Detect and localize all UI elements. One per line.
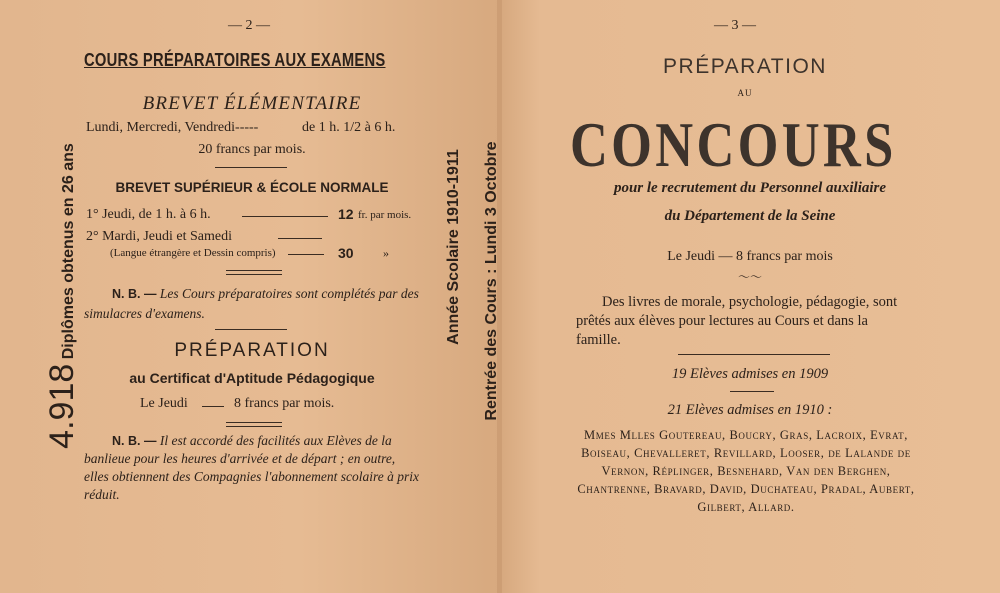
au-label: AU — [737, 88, 753, 98]
nb-simulacres — [84, 284, 420, 324]
admitted-1909: 19 Elèves admises en 1909 — [671, 366, 829, 382]
brevet-superieur-line2-price: 30 — [338, 245, 354, 261]
brevet-superieur-title: BREVET SUPÉRIEUR & ÉCOLE NORMALE — [115, 180, 389, 195]
cours-title: COURS PRÉPARATOIRES AUX EXAMENS — [84, 50, 386, 70]
right-page-number: — 3 — — [714, 18, 756, 33]
concours-subtitle-1: pour le recrutement du Personnel auxiliaire — [613, 180, 887, 196]
divider — [730, 391, 774, 392]
brevet-elementaire-title: BREVET ÉLÉMENTAIRE — [142, 93, 362, 114]
nb-banlieue — [84, 432, 420, 504]
brevet-superieur-line1: 1° Jeudi, de 1 h. à 6 h. — [86, 207, 211, 222]
diplomes-count: 4.918 — [43, 363, 81, 449]
concours-schedule: Le Jeudi — 8 francs par mois — [667, 249, 833, 264]
divider — [226, 422, 282, 427]
admitted-names: Mmes Mlles Goutereau, Boucry, Gras, Lacroix, Evrat, Boiseau, Chevalleret, Revillard, Looser, de Lalande de Vernon, Réplinger, Besnehard, Van den Berghen, Chantrenne, Bravard, David, Duchateau, Pradal, Aubert, Gilbert, Allard. — [577, 428, 915, 514]
brevet-elementaire-price: 20 francs par mois. — [198, 142, 306, 157]
preparation-title: PRÉPARATION — [663, 55, 827, 78]
leader-line — [288, 254, 324, 255]
brevet-superieur-note: (Langue étrangère et Dessin compris) — [110, 247, 276, 259]
nb-label: N. B. — — [112, 287, 157, 301]
books-paragraph: Des livres de morale, psychologie, pédagogie, sont prêtés aux élèves pour lectures au Cours et dans la famille. — [576, 294, 898, 348]
preparation-cap-price: 8 francs par mois. — [234, 396, 335, 411]
diplomes-text: Diplômes obtenus en 26 ans — [60, 143, 77, 360]
concours-title: CONCOURS — [570, 109, 897, 180]
left-page-number: — 2 — — [228, 18, 270, 33]
brevet-superieur-line2: 2° Mardi, Jeudi et Samedi — [86, 229, 232, 244]
divider — [226, 270, 282, 275]
rentree-des-cours: Rentrée des Cours : Lundi 3 Octobre — [483, 141, 500, 421]
brevet-superieur-line1-unit: fr. par mois. — [358, 209, 412, 221]
divider — [215, 329, 287, 330]
concours-subtitle-2: du Département de la Seine — [664, 208, 836, 224]
annee-scolaire: Année Scolaire 1910-1911 — [445, 149, 462, 345]
brevet-elementaire-days: Lundi, Mercredi, Vendredi----- — [86, 120, 259, 135]
divider — [678, 354, 830, 358]
divider — [215, 167, 287, 168]
nb-text: Les Cours préparatoires sont complétés par des simulacres d'examens. — [84, 286, 419, 321]
preparation-cap-subtitle: au Certificat d'Aptitude Pédagogique — [129, 370, 375, 386]
nb-label: N. B. — — [112, 434, 157, 448]
diplomes-sidebar — [42, 116, 82, 476]
ditto-mark: » — [383, 246, 389, 260]
dash — [202, 406, 224, 407]
preparation-cap-title: PRÉPARATION — [174, 340, 330, 361]
leader-line — [278, 238, 322, 239]
nb-text: Il est accordé des facilités aux Elèves de la banlieue pour les heures d'arrivée et de départ ; en outre, elles obtiennent des Compagnies l'abonnement scolaire à prix réduit. — [84, 433, 419, 502]
ornament: 〜〜 — [737, 270, 762, 284]
preparation-cap-day: Le Jeudi — [140, 396, 188, 411]
brevet-elementaire-hours: de 1 h. 1/2 à 6 h. — [302, 120, 396, 135]
leader-line — [242, 216, 328, 217]
admitted-1910: 21 Elèves admises en 1910 : — [667, 402, 833, 418]
brevet-superieur-line1-price: 12 — [338, 206, 354, 222]
